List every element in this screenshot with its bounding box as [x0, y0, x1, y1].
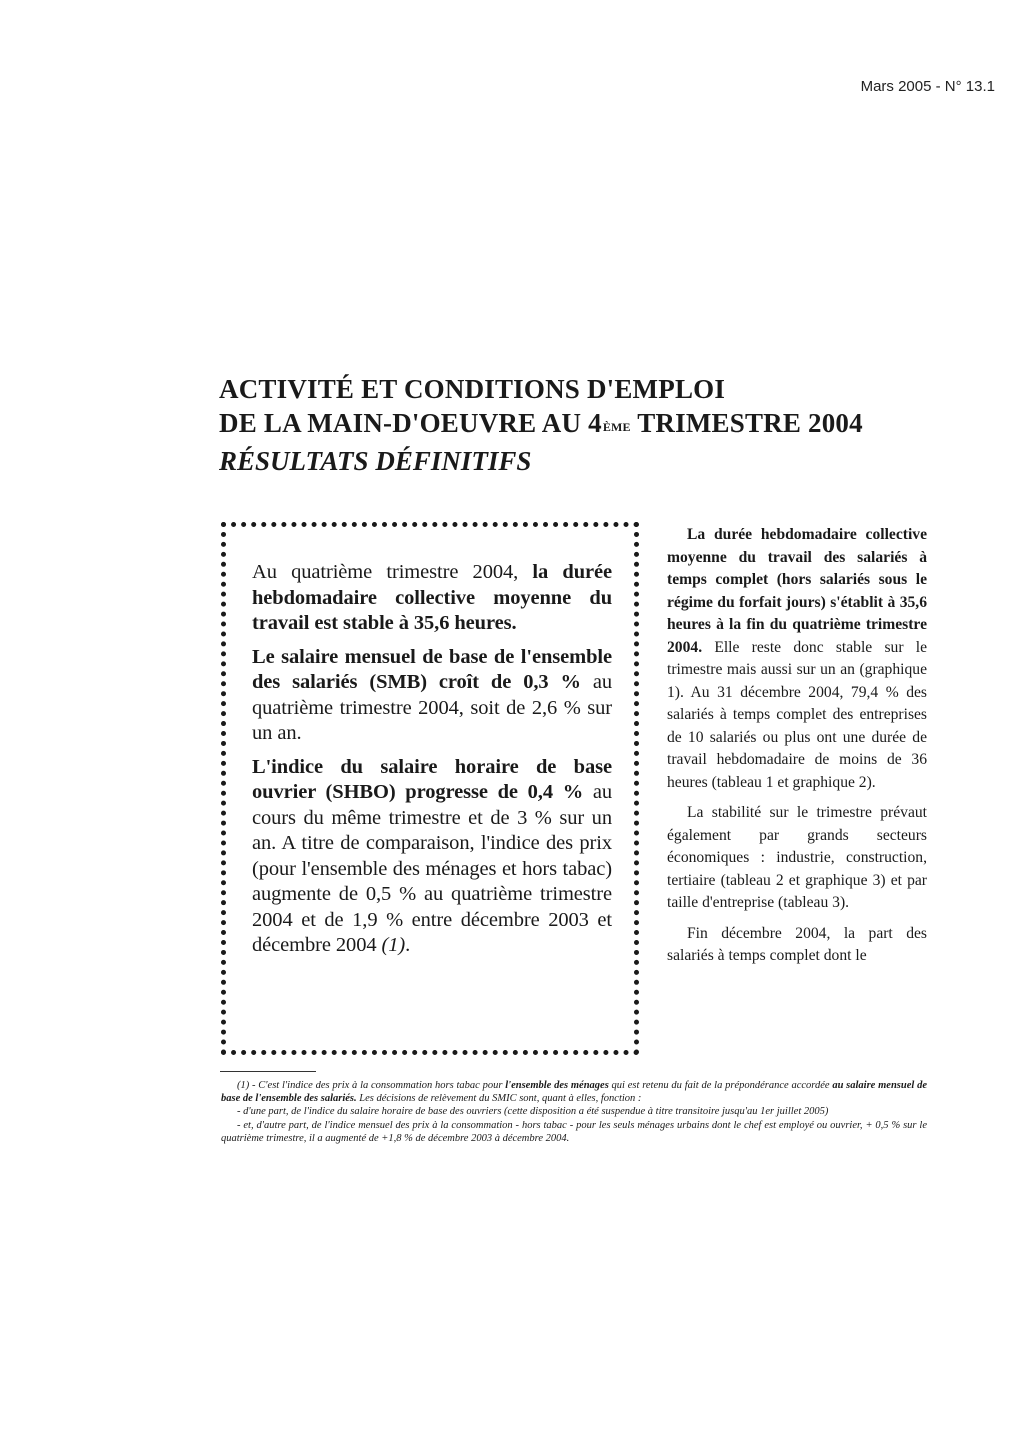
body-column: [667, 524, 927, 976]
title-subtitle: RÉSULTATS DÉFINITIFS: [219, 446, 532, 476]
issue-number: Mars 2005 - N° 13.1: [860, 78, 995, 95]
footnote-separator: [220, 1071, 316, 1072]
body-paragraph-3: Fin décembre 2004, la part des salariés à temps complet dont le: [667, 924, 927, 964]
summary-highlight: Le salaire mensuel de base de l'ensemble des salariés (SMB) croît de 0,3 %: [252, 645, 612, 693]
summary-paragraph-2: [252, 645, 612, 747]
title-line-2-end: TRIMESTRE 2004: [630, 408, 863, 438]
footnote-3: - et, d'autre part, de l'indice mensuel des prix à la consommation - hors tabac - pour les seuls ménages urbains dont le chef est employé ou ouvrier, + 0,5 % sur le quatrième trimestre, il a augmenté de +1,8 % de décembre 2003 à décembre 2004.: [221, 1119, 927, 1144]
title-superscript: ÈME: [602, 420, 631, 434]
summary-box-content: [252, 560, 612, 967]
footnote-text: (1) - C'est l'indice des prix à la consommation hors tabac pour: [237, 1080, 506, 1091]
footnote-2: - d'une part, de l'indice du salaire horaire de base des ouvriers (cette disposition a été suspendue à titre transitoire jusqu'au 1er juillet 2005): [237, 1106, 829, 1118]
body-highlight: La durée hebdomadaire collective moyenne du travail des salariés à temps complet (hors salariés sous le régime du forfait jours) s'établit à 35,6 heures à la fin du quatrième trimestre 2004.: [667, 526, 927, 656]
footnote-reference: (1): [381, 934, 406, 956]
summary-highlight: la durée hebdomadaire collective moyenne du travail est stable à 35,6 heures.: [252, 561, 612, 634]
title-line-2-start: DE LA MAIN-D'OEUVRE AU 4: [219, 408, 602, 438]
footnote-text: qui est retenu du fait de la prépondérance accordée: [608, 1080, 833, 1091]
footnote-highlight: au salaire mensuel de base de l'ensemble des salariés.: [221, 1080, 927, 1105]
summary-text: Au quatrième trimestre 2004,: [252, 561, 533, 583]
title-line-2: [219, 406, 999, 440]
footnote-text: Les décisions de relèvement du SMIC sont, quant à elles, fonction :: [356, 1093, 642, 1105]
summary-text: au cours du même trimestre et de 3 % sur un an. A titre de comparaison, l'indice des prix (pour l'ensemble des ménages et hors tabac) augmente de 0,5 % au quatrième trimestre 2004 et de 1,9 % entre décembre 2003 et décembre 2004: [252, 781, 612, 956]
summary-text: .: [405, 934, 411, 956]
summary-text: au quatrième trimestre 2004, soit de 2,6 % sur un an.: [252, 671, 612, 744]
footnotes: [221, 1079, 927, 1145]
body-text: Elle reste donc stable sur le trimestre mais aussi sur un an (graphique 1). Au 31 décembre 2004, 79,4 % des salariés à temps complet des entreprises de 10 salariés ou plus ont une durée de travail hebdomadaire de moins de 36 heures (tableau 1 et graphique 2).: [667, 638, 927, 791]
summary-box: [221, 522, 639, 1055]
footnote-highlight: l'ensemble des ménages: [505, 1080, 609, 1091]
body-paragraph-1: [667, 524, 927, 794]
footnote-1: [221, 1079, 927, 1105]
summary-paragraph-3: [252, 755, 612, 959]
document-title: [219, 372, 999, 479]
title-line-1: ACTIVITÉ ET CONDITIONS D'EMPLOI: [219, 374, 726, 404]
summary-highlight: L'indice du salaire horaire de base ouvrier (SHBO) progresse de 0,4 %: [252, 755, 612, 803]
body-paragraph-2: La stabilité sur le trimestre prévaut également par grands secteurs économiques : industrie, construction, tertiaire (tableau 2 et graphique 3) et par taille d'entreprise (tableau 3).: [667, 804, 927, 911]
summary-paragraph-1: [252, 560, 612, 637]
